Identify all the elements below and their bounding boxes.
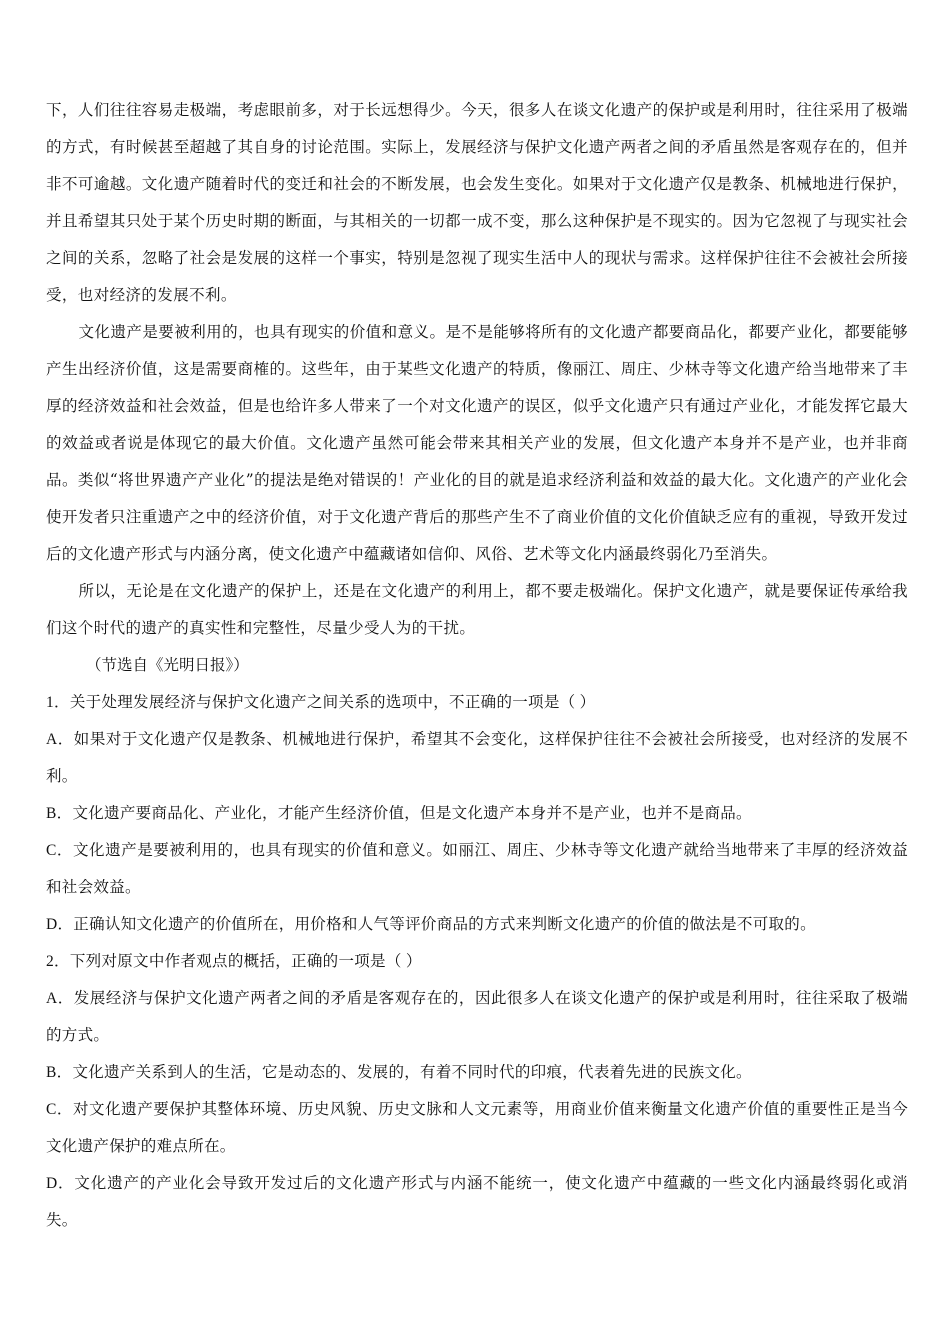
question-2-option-d: D．文化遗产的产业化会导致开发过后的文化遗产形式与内涵不能统一，使文化遗产中蕴藏的一些文化内涵最终弱化或消失。 — [46, 1175, 908, 1229]
article-source: （节选自《光明日报》） — [86, 656, 249, 674]
question-1-option-c: C．文化遗产是要被利用的，也具有现实的价值和意义。如丽江、周庄、少林寺等文化遗产就给当地带来了丰厚的经济效益和社会效益。 — [46, 842, 908, 896]
article-paragraph-2: 文化遗产是要被利用的，也具有现实的价值和意义。是不是能够将所有的文化遗产都要商品化，都要产业化，都要能够产生出经济价值，这是需要商榷的。这些年，由于某些文化遗产的特质，像丽江、周庄、少林寺等文化遗产给当地带来了丰厚的经济效益和社会效益，但是也给许多人带来了一个对文化遗产的误区，似乎文化遗产只有通过产业化，才能发挥它最大的效益或者说是体现它的最大价值。文化遗产虽然可能会带来其相关产业的发展，但文化遗产本身并不是产业，也并非商品。类似“将世界遗产产业化”的提法是绝对错误的！产业化的目的就是追求经济利益和效益的最大化。文化遗产的产业化会使开发者只注重遗产之中的经济价值，对于文化遗产背后的那些产生不了商业价值的文化价值缺乏应有的重视，导致开发过后的文化遗产形式与内涵分离，使文化遗产中蕴藏诸如信仰、风俗、艺术等文化内涵最终弱化乃至消失。 — [46, 323, 908, 563]
question-2-option-a: A．发展经济与保护文化遗产两者之间的矛盾是客观存在的，因此很多人在谈文化遗产的保护或是利用时，往往采取了极端的方式。 — [46, 990, 908, 1044]
question-1-option-a: A．如果对于文化遗产仅是教条、机械地进行保护，希望其不会变化，这样保护往往不会被社会所接受，也对经济的发展不利。 — [46, 731, 908, 785]
question-1-option-d: D．正确认知文化遗产的价值所在，用价格和人气等评价商品的方式来判断文化遗产的价值的做法是不可取的。 — [46, 916, 816, 933]
question-2-stem: 2．下列对原文中作者观点的概括，正确的一项是（ ） — [46, 953, 422, 970]
question-2 — [46, 943, 908, 1239]
article-paragraph-3: 所以，无论是在文化遗产的保护上，还是在文化遗产的利用上，都不要走极端化。保护文化遗产，就是要保证传承给我们这个时代的遗产的真实性和完整性，尽量少受人为的干扰。 — [46, 582, 908, 637]
question-2-option-c: C．对文化遗产要保护其整体环境、历史风貌、历史文脉和人文元素等，用商业价值来衡量文化遗产价值的重要性正是当今文化遗产保护的难点所在。 — [46, 1101, 908, 1155]
document-page — [46, 92, 908, 1239]
question-1 — [46, 684, 908, 943]
question-1-option-b: B．文化遗产要商品化、产业化，才能产生经济价值，但是文化遗产本身并不是产业，也并不是商品。 — [46, 805, 752, 822]
article-paragraph-1: 下，人们往往容易走极端，考虑眼前多，对于长远想得少。今天，很多人在谈文化遗产的保护或是利用时，往往采用了极端的方式，有时候甚至超越了其自身的讨论范围。实际上，发展经济与保护文化遗产两者之间的矛盾虽然是客观存在的，但并非不可逾越。文化遗产随着时代的变迁和社会的不断发展，也会发生变化。如果对于文化遗产仅是教条、机械地进行保护，并且希望其只处于某个历史时期的断面，与其相关的一切都一成不变，那么这种保护是不现实的。因为它忽视了与现实社会之间的关系，忽略了社会是发展的这样一个事实，特别是忽视了现实生活中人的现状与需求。这样保护往往不会被社会所接受，也对经济的发展不利。 — [46, 101, 908, 304]
question-2-option-b: B．文化遗产关系到人的生活，它是动态的、发展的，有着不同时代的印痕，代表着先进的民族文化。 — [46, 1064, 752, 1081]
question-1-stem: 1．关于处理发展经济与保护文化遗产之间关系的选项中，不正确的一项是（ ） — [46, 694, 596, 711]
